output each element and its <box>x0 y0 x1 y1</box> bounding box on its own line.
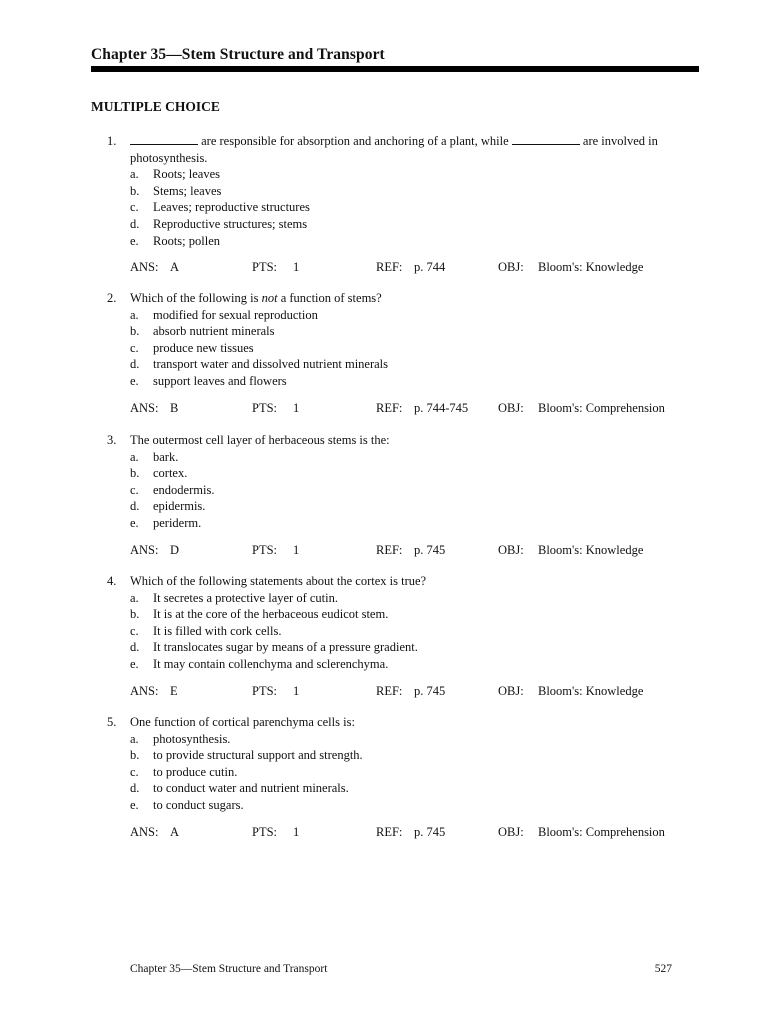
choice-letter: e. <box>130 797 139 812</box>
ref-value: p. 744-745 <box>414 400 469 415</box>
choice-letter: b. <box>130 183 140 198</box>
choice-letter: d. <box>130 640 140 655</box>
choice-a <box>130 166 699 183</box>
choice-letter: c. <box>130 482 139 497</box>
choice-letter: b. <box>130 324 140 339</box>
answer-line <box>91 400 699 417</box>
choice-letter: c. <box>130 764 139 779</box>
choice-letter: a. <box>130 590 139 605</box>
obj-label: OBJ: <box>498 824 524 839</box>
question-number: 1. <box>107 134 117 148</box>
choice-b <box>130 465 699 482</box>
ans-value: B <box>170 400 179 415</box>
obj-value: Bloom's: Knowledge <box>538 260 644 275</box>
ans-value: A <box>170 824 180 839</box>
choice-text: periderm. <box>153 515 202 530</box>
choice-text: bark. <box>153 449 179 464</box>
question-4 <box>91 573 699 700</box>
stem-text: are responsible for absorption and anchoring of a plant, while <box>198 134 512 148</box>
ref-label: REF: <box>376 260 403 275</box>
choice-letter: d. <box>130 781 140 796</box>
choice-text: It may contain collenchyma and sclerenchyma. <box>153 656 389 671</box>
ref-value: p. 745 <box>414 542 446 557</box>
choice-list <box>91 590 699 673</box>
question-stem <box>91 573 699 590</box>
ref-value: p. 744 <box>414 260 446 275</box>
answer-line <box>91 683 699 700</box>
choice-text: epidermis. <box>153 499 206 514</box>
ref-label: REF: <box>376 824 403 839</box>
stem-text: Which of the following is <box>130 291 262 305</box>
answer-line <box>91 259 699 276</box>
choice-text: It is at the core of the herbaceous eudicot stem. <box>153 607 389 622</box>
stem-text: Which of the following statements about the cortex is true? <box>130 574 427 588</box>
choice-text: produce new tissues <box>153 340 254 355</box>
question-number: 2. <box>107 291 117 305</box>
choice-list <box>91 731 699 814</box>
stem-emphasis: not <box>261 291 278 305</box>
choice-b <box>130 747 699 764</box>
choice-letter: b. <box>130 466 140 481</box>
choice-letter: a. <box>130 307 139 322</box>
choice-a <box>130 307 699 324</box>
choice-b <box>130 183 699 200</box>
pts-value: 1 <box>293 683 300 698</box>
obj-value: Bloom's: Comprehension <box>538 400 665 415</box>
choice-list <box>91 449 699 532</box>
choice-letter: d. <box>130 357 140 372</box>
choice-e <box>130 233 699 250</box>
choice-letter: a. <box>130 449 139 464</box>
pts-value: 1 <box>293 260 300 275</box>
choice-d <box>130 216 699 233</box>
ans-value: E <box>170 683 178 698</box>
footer-chapter-title: Chapter 35—Stem Structure and Transport <box>130 963 328 975</box>
question-stem <box>91 133 699 166</box>
choice-d <box>130 780 699 797</box>
pts-value: 1 <box>293 400 300 415</box>
choice-text: cortex. <box>153 466 188 481</box>
choice-letter: e. <box>130 233 139 248</box>
choice-e <box>130 797 699 814</box>
choice-a <box>130 449 699 466</box>
choice-letter: e. <box>130 656 139 671</box>
page-number: 527 <box>654 963 672 975</box>
choice-text: transport water and dissolved nutrient minerals <box>153 357 389 372</box>
pts-label: PTS: <box>252 542 278 557</box>
pts-value: 1 <box>293 542 300 557</box>
choice-text: Stems; leaves <box>153 183 222 198</box>
chapter-title: Chapter 35—Stem Structure and Transport <box>91 46 385 63</box>
choice-letter: b. <box>130 607 140 622</box>
obj-value: Bloom's: Comprehension <box>538 824 665 839</box>
choice-letter: a. <box>130 731 139 746</box>
ref-label: REF: <box>376 542 403 557</box>
ref-value: p. 745 <box>414 683 446 698</box>
choice-a <box>130 590 699 607</box>
choice-text: Roots; leaves <box>153 167 221 182</box>
stem-text: are involved in photosynthesis. <box>130 134 658 165</box>
choice-text: absorb nutrient minerals <box>153 324 275 339</box>
question-number: 5. <box>107 715 117 729</box>
choice-text: Reproductive structures; stems <box>153 216 308 231</box>
choice-c <box>130 199 699 216</box>
choice-e <box>130 656 699 673</box>
obj-label: OBJ: <box>498 542 524 557</box>
choice-text: Roots; pollen <box>153 233 221 248</box>
pts-label: PTS: <box>252 683 278 698</box>
pts-label: PTS: <box>252 400 278 415</box>
question-stem <box>91 714 699 731</box>
answer-blank <box>512 133 580 145</box>
choice-a <box>130 731 699 748</box>
answer-line <box>91 542 699 559</box>
ans-label: ANS: <box>130 683 159 698</box>
choice-letter: e. <box>130 515 139 530</box>
choice-letter: c. <box>130 340 139 355</box>
choice-letter: c. <box>130 200 139 215</box>
choice-text: to provide structural support and strength. <box>153 748 363 763</box>
choice-list <box>91 307 699 390</box>
choice-d <box>130 356 699 373</box>
choice-letter: d. <box>130 216 140 231</box>
choice-d <box>130 639 699 656</box>
section-heading: MULTIPLE CHOICE <box>91 99 220 114</box>
question-stem <box>91 290 699 307</box>
choice-text: It translocates sugar by means of a pressure gradient. <box>153 640 418 655</box>
choice-e <box>130 515 699 532</box>
choice-text: Leaves; reproductive structures <box>153 200 310 215</box>
answer-line <box>91 824 699 841</box>
choice-text: to produce cutin. <box>153 764 238 779</box>
choice-e <box>130 373 699 390</box>
choice-letter: c. <box>130 623 139 638</box>
choice-text: photosynthesis. <box>153 731 231 746</box>
ans-label: ANS: <box>130 824 159 839</box>
pts-label: PTS: <box>252 824 278 839</box>
choice-text: to conduct sugars. <box>153 797 244 812</box>
pts-value: 1 <box>293 824 300 839</box>
question-stem <box>91 432 699 449</box>
question-3 <box>91 432 699 559</box>
choice-b <box>130 606 699 623</box>
choice-c <box>130 623 699 640</box>
pts-label: PTS: <box>252 260 278 275</box>
choice-text: It is filled with cork cells. <box>153 623 282 638</box>
ref-value: p. 745 <box>414 824 446 839</box>
stem-text: a function of stems? <box>277 291 382 305</box>
obj-value: Bloom's: Knowledge <box>538 683 644 698</box>
obj-label: OBJ: <box>498 400 524 415</box>
stem-text: One function of cortical parenchyma cells is: <box>130 715 355 729</box>
choice-letter: d. <box>130 499 140 514</box>
ans-value: D <box>170 542 180 557</box>
question-2 <box>91 290 699 417</box>
title-rule <box>91 66 699 72</box>
choice-text: support leaves and flowers <box>153 373 287 388</box>
choice-letter: e. <box>130 373 139 388</box>
question-1 <box>91 133 699 276</box>
ref-label: REF: <box>376 400 403 415</box>
choice-text: modified for sexual reproduction <box>153 307 318 322</box>
ans-label: ANS: <box>130 400 159 415</box>
stem-text: The outermost cell layer of herbaceous stems is the: <box>130 433 390 447</box>
choice-c <box>130 482 699 499</box>
answer-blank <box>130 133 198 145</box>
question-number: 3. <box>107 433 117 447</box>
choice-letter: b. <box>130 748 140 763</box>
ans-label: ANS: <box>130 260 159 275</box>
obj-label: OBJ: <box>498 260 524 275</box>
choice-c <box>130 764 699 781</box>
choice-b <box>130 323 699 340</box>
obj-label: OBJ: <box>498 683 524 698</box>
obj-value: Bloom's: Knowledge <box>538 542 644 557</box>
choice-text: endodermis. <box>153 482 215 497</box>
choice-list <box>91 166 699 249</box>
choice-text: to conduct water and nutrient minerals. <box>153 781 349 796</box>
question-number: 4. <box>107 574 117 588</box>
choice-text: It secretes a protective layer of cutin. <box>153 590 338 605</box>
choice-c <box>130 340 699 357</box>
ans-label: ANS: <box>130 542 159 557</box>
ans-value: A <box>170 260 180 275</box>
question-5 <box>91 714 699 841</box>
choice-d <box>130 498 699 515</box>
ref-label: REF: <box>376 683 403 698</box>
choice-letter: a. <box>130 167 139 182</box>
